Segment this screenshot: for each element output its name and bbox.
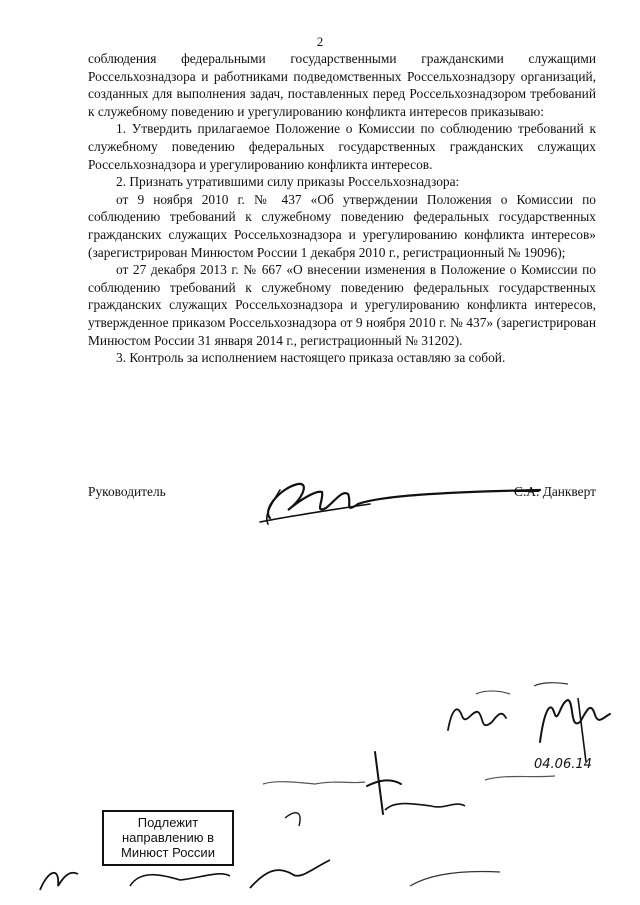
document-body	[88, 50, 596, 367]
paragraph-item-3: 3. Контроль за исполнением настоящего приказа оставляю за собой.	[116, 350, 506, 366]
ministry-of-justice-stamp	[102, 810, 234, 866]
paragraph-intro: соблюдения федеральными государственными гражданскими служащими Россельхознадзора и работниками подведомственных Россельхознадзору организаций, созданных для выполнения задач, поставленных перед Россельхознадзором требований к служебному поведению и урегулированию конфликта интересов приказываю:	[88, 51, 596, 119]
paragraph-order-437: от 9 ноября 2010 г. № 437 «Об утверждении Положения о Комиссии по соблюдению требований к служебному поведению федеральных государственных гражданских служащих Россельхознадзора и урегулированию конфликта интересов» (зарегистрирован Минюстом России 1 декабря 2010 г., регистрационный № 19096);	[88, 191, 596, 260]
stamp-line-1: Подлежит	[137, 815, 199, 830]
approval-visa-lower	[255, 740, 575, 830]
signatory-title: Руководитель	[88, 484, 166, 499]
paragraph-order-667: от 27 декабря 2013 г. № 667 «О внесении изменения в Положение о Комиссии по соблюдению требований к служебному поведению федеральных государственных гражданских служащих Россельхознадзора и урегулированию конфликта интересов, утвержденное приказом Россельхознадзора от 9 ноября 2010 г. № 437» (зарегистрирован Минюстом России 31 января 2014 г., регистрационный № 31202).	[88, 262, 596, 348]
head-signature	[240, 470, 550, 530]
stamp-line-3: Минюст России	[121, 845, 215, 860]
stamp-line-2: направлению в	[121, 830, 215, 845]
visa-date: 04.06.14	[534, 757, 592, 772]
approval-visa-middle	[440, 682, 530, 742]
page-number: 2	[316, 34, 324, 49]
paragraph-item-1: 1. Утвердить прилагаемое Положение о Комиссии по соблюдению требований к служебному поведению федеральных государственных гражданских служащих Россельхознадзора и урегулированию конфликта интересов.	[88, 121, 596, 172]
paragraph-item-2: 2. Признать утратившими силу приказы Россельхознадзора:	[116, 174, 460, 190]
signatory-surname: Данкверт	[542, 484, 596, 499]
signatory-initials: С.А.	[514, 484, 540, 499]
